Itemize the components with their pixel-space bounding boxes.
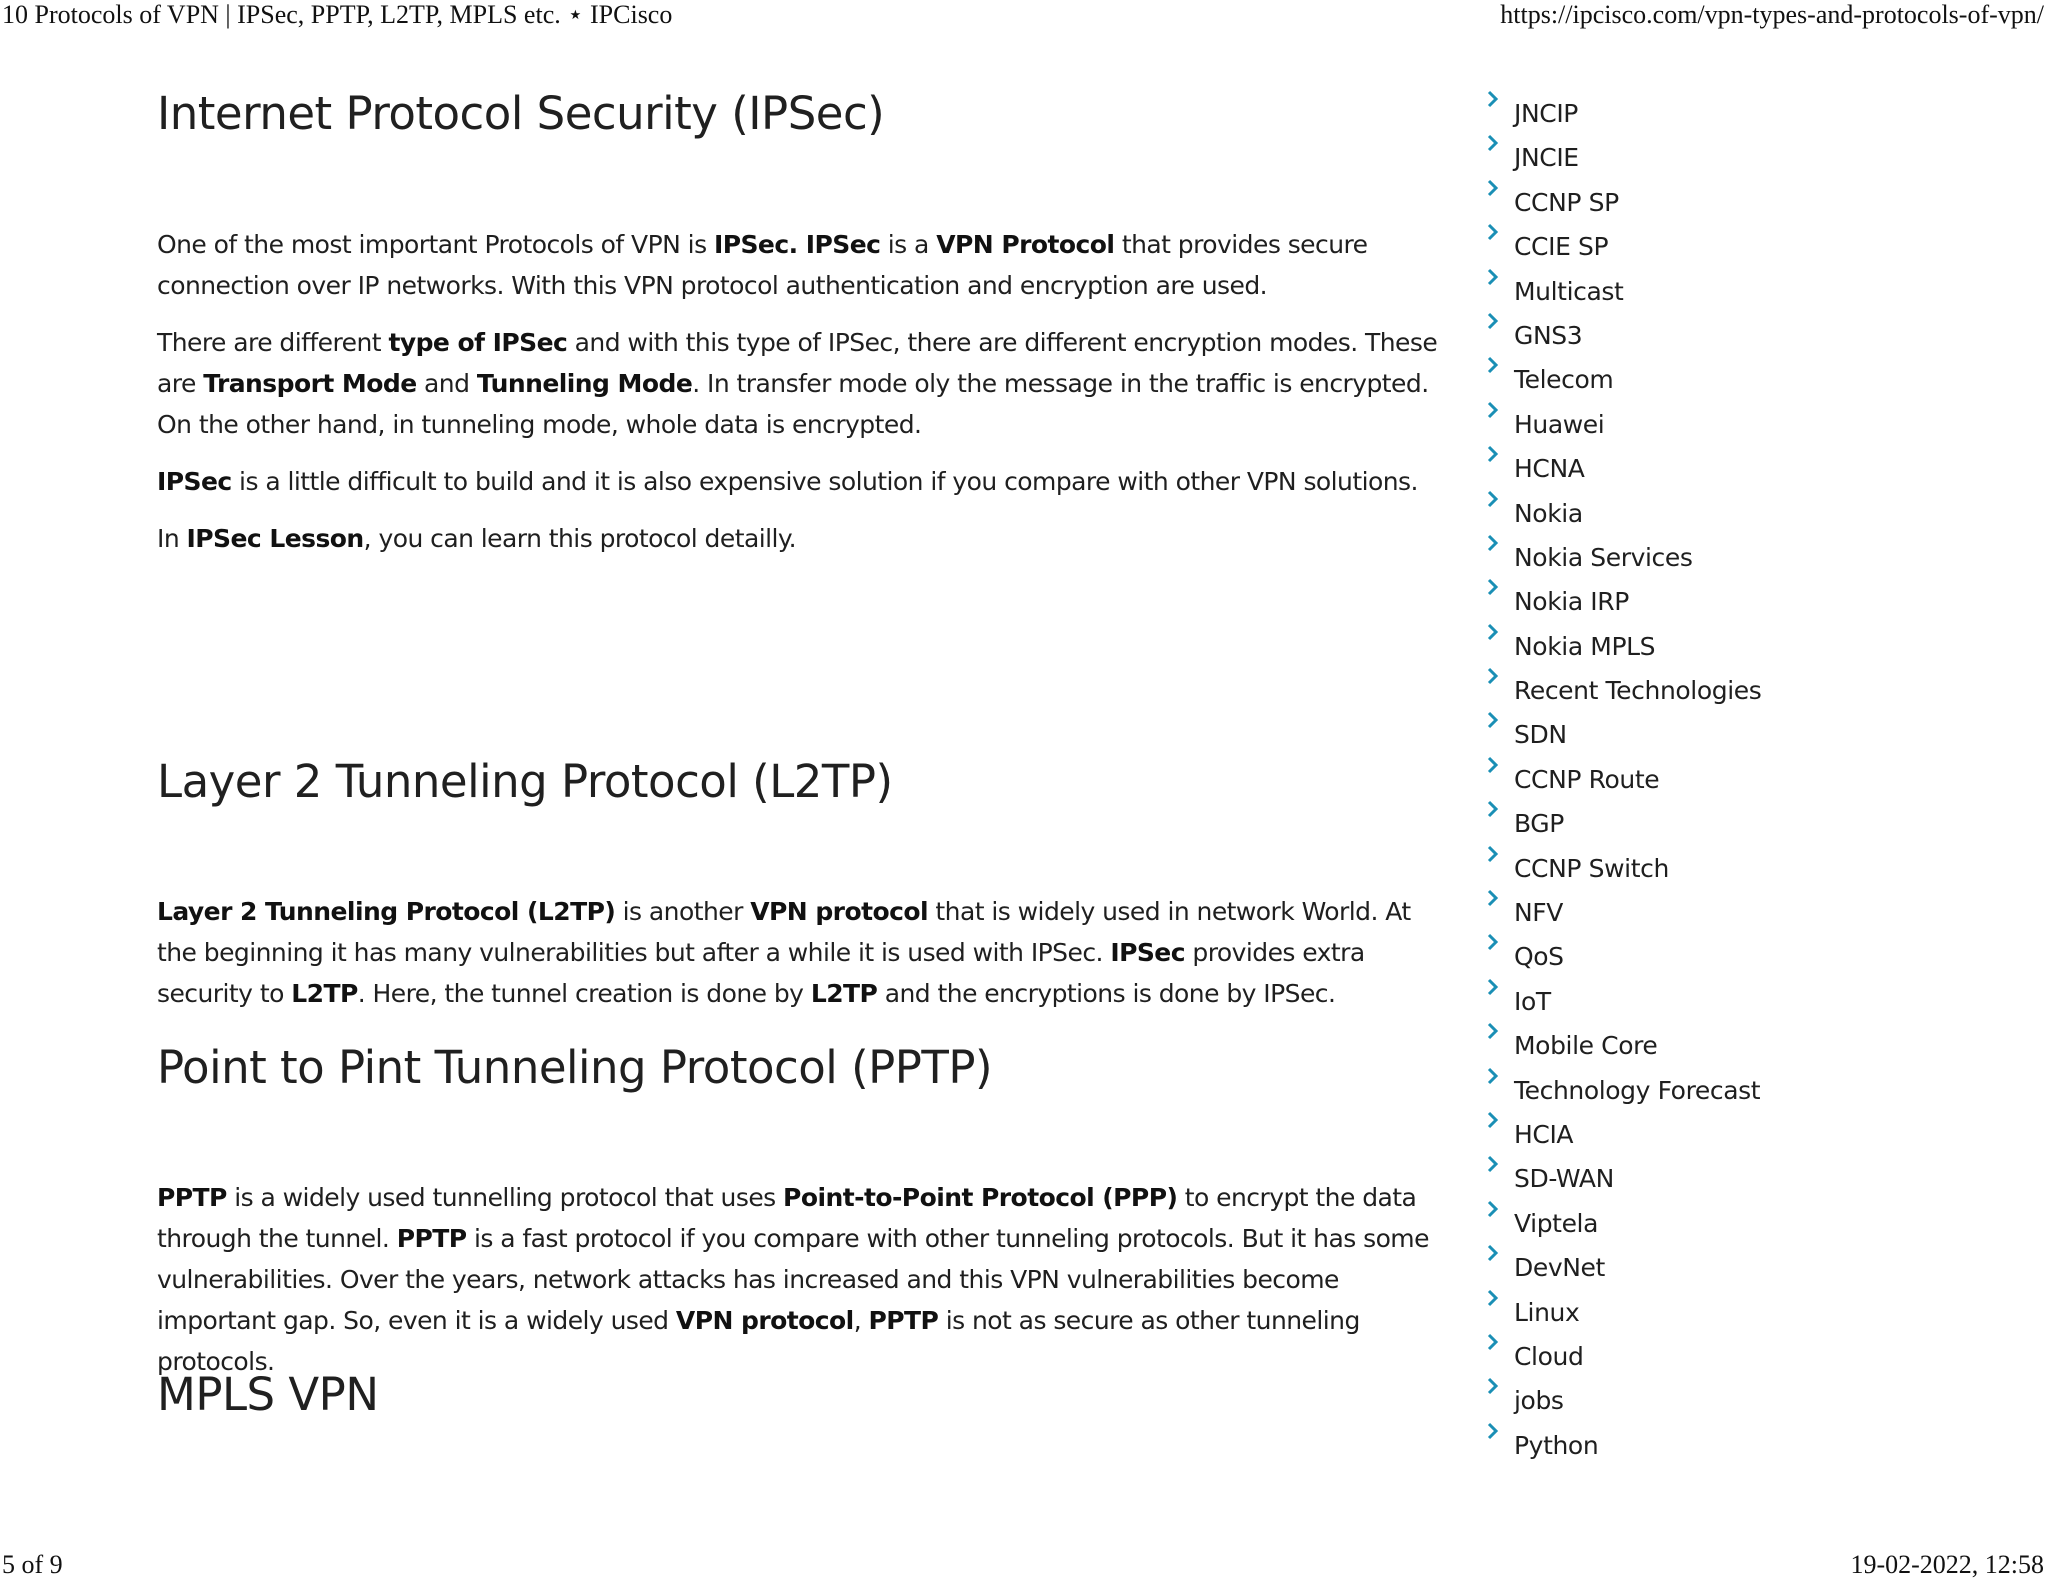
sidebar-item-label: SDN <box>1514 720 1567 750</box>
sidebar-item[interactable] <box>1486 760 1761 804</box>
heading-mpls-vpn: MPLS VPN <box>157 1368 379 1421</box>
sidebar-item-label: JNCIE <box>1514 143 1579 173</box>
sidebar-item[interactable] <box>1486 316 1761 360</box>
sidebar-item-label: GNS3 <box>1514 320 1583 350</box>
chevron-right-icon <box>1486 887 1514 917</box>
heading-pptp: Point to Pint Tunneling Protocol (PPTP) <box>157 1041 993 1094</box>
sidebar-item[interactable] <box>1486 715 1761 759</box>
paragraph-l2tp: Layer 2 Tunneling Protocol (L2TP) is another VPN protocol that is widely used in network World. At the beginning it has many vulnerabilities but after a while it is used with IPSec. IPSec provides extra security to L2TP. Here, the tunnel creation is done by L2TP and the encryptions is done by IPSec. <box>157 897 1411 1008</box>
bold-term: IPSec. IPSec <box>713 230 881 259</box>
sidebar-item-label: Telecom <box>1514 365 1614 395</box>
bold-term: Transport Mode <box>203 369 417 398</box>
bold-term: VPN Protocol <box>936 230 1115 259</box>
sidebar-item[interactable] <box>1486 1115 1761 1159</box>
page-number: 5 of 9 <box>2 1550 63 1579</box>
chevron-right-icon <box>1486 177 1514 207</box>
sidebar-item[interactable] <box>1486 538 1761 582</box>
sidebar-item[interactable] <box>1486 1204 1761 1248</box>
chevron-right-icon <box>1486 1287 1514 1317</box>
chevron-right-icon <box>1486 798 1514 828</box>
sidebar-item[interactable] <box>1486 671 1761 715</box>
bold-term: VPN protocol <box>750 897 929 926</box>
bold-term: type of IPSec <box>388 328 568 357</box>
sidebar-item[interactable] <box>1486 449 1761 493</box>
sidebar-item[interactable] <box>1486 627 1761 671</box>
sidebar-item[interactable] <box>1486 893 1761 937</box>
sidebar-item[interactable] <box>1486 1248 1761 1292</box>
sidebar-item-label: Huawei <box>1514 409 1605 439</box>
sidebar-item-label: Recent Technologies <box>1514 676 1762 706</box>
chevron-right-icon <box>1486 488 1514 518</box>
sidebar-item-label: CCNP SP <box>1514 187 1619 217</box>
chevron-right-icon <box>1486 310 1514 340</box>
sidebar-item[interactable] <box>1486 360 1761 404</box>
category-list <box>1486 94 1761 1470</box>
paragraph-ipsec-lesson: In IPSec Lesson, you can learn this protocol detailly. <box>157 524 796 553</box>
sidebar-item[interactable] <box>1486 494 1761 538</box>
sidebar-item-label: DevNet <box>1514 1253 1605 1283</box>
chevron-right-icon <box>1486 931 1514 961</box>
sidebar-item-label: SD-WAN <box>1514 1164 1614 1194</box>
chevron-right-icon <box>1486 1065 1514 1095</box>
sidebar-item-label: jobs <box>1514 1386 1564 1416</box>
sidebar-item[interactable] <box>1486 1293 1761 1337</box>
chevron-right-icon <box>1486 976 1514 1006</box>
sidebar-item-label: Nokia IRP <box>1514 587 1629 617</box>
sidebar-item[interactable] <box>1486 1337 1761 1381</box>
sidebar-item-label: Technology Forecast <box>1514 1075 1761 1105</box>
bold-term: L2TP <box>810 979 878 1008</box>
sidebar-item[interactable] <box>1486 937 1761 981</box>
sidebar-item[interactable] <box>1486 405 1761 449</box>
chevron-right-icon <box>1486 1331 1514 1361</box>
sidebar-item-label: BGP <box>1514 809 1564 839</box>
bold-term: IPSec Lesson <box>186 524 364 553</box>
chevron-right-icon <box>1486 1153 1514 1183</box>
sidebar-item[interactable] <box>1486 1071 1761 1115</box>
sidebar-item[interactable] <box>1486 1426 1761 1470</box>
bold-term: Layer 2 Tunneling Protocol (L2TP) <box>157 897 616 926</box>
chevron-right-icon <box>1486 1020 1514 1050</box>
sidebar-item[interactable] <box>1486 582 1761 626</box>
page-url[interactable]: https://ipcisco.com/vpn-types-and-protocols-of-vpn/ <box>1500 0 2044 29</box>
chevron-right-icon <box>1486 576 1514 606</box>
chevron-right-icon <box>1486 1375 1514 1405</box>
bold-term: PPTP <box>157 1183 227 1212</box>
sidebar-item-label: Nokia <box>1514 498 1583 528</box>
chevron-right-icon <box>1486 132 1514 162</box>
sidebar-categories <box>1486 94 1761 1470</box>
bold-term: VPN protocol <box>675 1306 854 1335</box>
sidebar-item-label: Nokia Services <box>1514 542 1693 572</box>
sidebar-item-label: Mobile Core <box>1514 1031 1658 1061</box>
paragraph-ipsec-modes: There are different type of IPSec and with this type of IPSec, there are different encryption modes. These are Transport Mode and Tunneling Mode. In transfer mode oly the message in the traffic is encrypted. On the other hand, in tunneling mode, whole data is encrypted. <box>157 328 1438 439</box>
sidebar-item-label: CCNP Route <box>1514 764 1660 794</box>
chevron-right-icon <box>1486 665 1514 695</box>
chevron-right-icon <box>1486 1420 1514 1450</box>
page-title: 10 Protocols of VPN | IPSec, PPTP, L2TP, MPLS etc. ⋆ IPCisco <box>2 0 673 29</box>
sidebar-item[interactable] <box>1486 982 1761 1026</box>
bold-term: L2TP <box>291 979 358 1008</box>
sidebar-item[interactable] <box>1486 183 1761 227</box>
sidebar-item-label: CCIE SP <box>1514 232 1609 262</box>
print-datetime: 19-02-2022, 12:58 <box>1850 1550 2044 1579</box>
paragraph-ipsec-intro: One of the most important Protocols of VPN is IPSec. IPSec is a VPN Protocol that provides secure connection over IP networks. With this VPN protocol authentication and encryption are used. <box>157 230 1368 300</box>
chevron-right-icon <box>1486 709 1514 739</box>
sidebar-item[interactable] <box>1486 94 1761 138</box>
bold-term: Tunneling Mode <box>476 369 693 398</box>
sidebar-item-label: JNCIP <box>1514 99 1578 128</box>
heading-ipsec: Internet Protocol Security (IPSec) <box>157 87 885 140</box>
sidebar-item[interactable] <box>1486 227 1761 271</box>
sidebar-item-label: Viptela <box>1514 1208 1599 1238</box>
chevron-right-icon <box>1486 221 1514 251</box>
chevron-right-icon <box>1486 532 1514 562</box>
sidebar-item[interactable] <box>1486 272 1761 316</box>
bold-term: PPTP <box>396 1224 467 1253</box>
sidebar-item[interactable] <box>1486 1026 1761 1070</box>
sidebar-item-label: CCNP Switch <box>1514 853 1669 883</box>
heading-l2tp: Layer 2 Tunneling Protocol (L2TP) <box>157 755 893 808</box>
sidebar-item-label: HCNA <box>1514 454 1585 484</box>
bold-term: PPTP <box>868 1306 939 1335</box>
chevron-right-icon <box>1486 1109 1514 1139</box>
chevron-right-icon <box>1486 443 1514 473</box>
chevron-right-icon <box>1486 621 1514 651</box>
bold-term: Point-to-Point Protocol (PPP) <box>783 1183 1178 1212</box>
sidebar-item-label: HCIA <box>1514 1119 1574 1149</box>
paragraph-ipsec-cost: IPSec is a little difficult to build and it is also expensive solution if you compare with other VPN solutions. <box>157 467 1418 496</box>
sidebar-item-label: Cloud <box>1514 1341 1584 1371</box>
chevron-right-icon <box>1486 266 1514 296</box>
chevron-right-icon <box>1486 88 1514 118</box>
bold-term: IPSec <box>157 467 232 496</box>
chevron-right-icon <box>1486 354 1514 384</box>
sidebar-item[interactable] <box>1486 1381 1761 1425</box>
sidebar-item-label: Multicast <box>1514 276 1624 306</box>
sidebar-item-label: NFV <box>1514 898 1563 928</box>
chevron-right-icon <box>1486 754 1514 784</box>
sidebar-item[interactable] <box>1486 849 1761 893</box>
sidebar-item-label: Linux <box>1514 1297 1580 1327</box>
sidebar-item[interactable] <box>1486 1159 1761 1203</box>
sidebar-item-label: Nokia MPLS <box>1514 631 1656 661</box>
sidebar-item-label: QoS <box>1514 942 1564 972</box>
sidebar-item-label: IoT <box>1514 986 1551 1016</box>
chevron-right-icon <box>1486 1198 1514 1228</box>
bold-term: IPSec <box>1110 938 1185 967</box>
chevron-right-icon <box>1486 1242 1514 1272</box>
chevron-right-icon <box>1486 399 1514 429</box>
sidebar-item-label: Python <box>1514 1430 1599 1460</box>
sidebar-item[interactable] <box>1486 804 1761 848</box>
chevron-right-icon <box>1486 843 1514 873</box>
sidebar-item[interactable] <box>1486 138 1761 182</box>
paragraph-pptp: PPTP is a widely used tunnelling protocol that uses Point-to-Point Protocol (PPP) to encrypt the data through the tunnel. PPTP is a fast protocol if you compare with other tunneling protocols. But it has some vulnerabilities. Over the years, network attacks has increased and this VPN vulnerabilities become important gap. So, even it is a widely used VPN protocol, PPTP is not as secure as other tunneling protocols. <box>157 1183 1429 1376</box>
